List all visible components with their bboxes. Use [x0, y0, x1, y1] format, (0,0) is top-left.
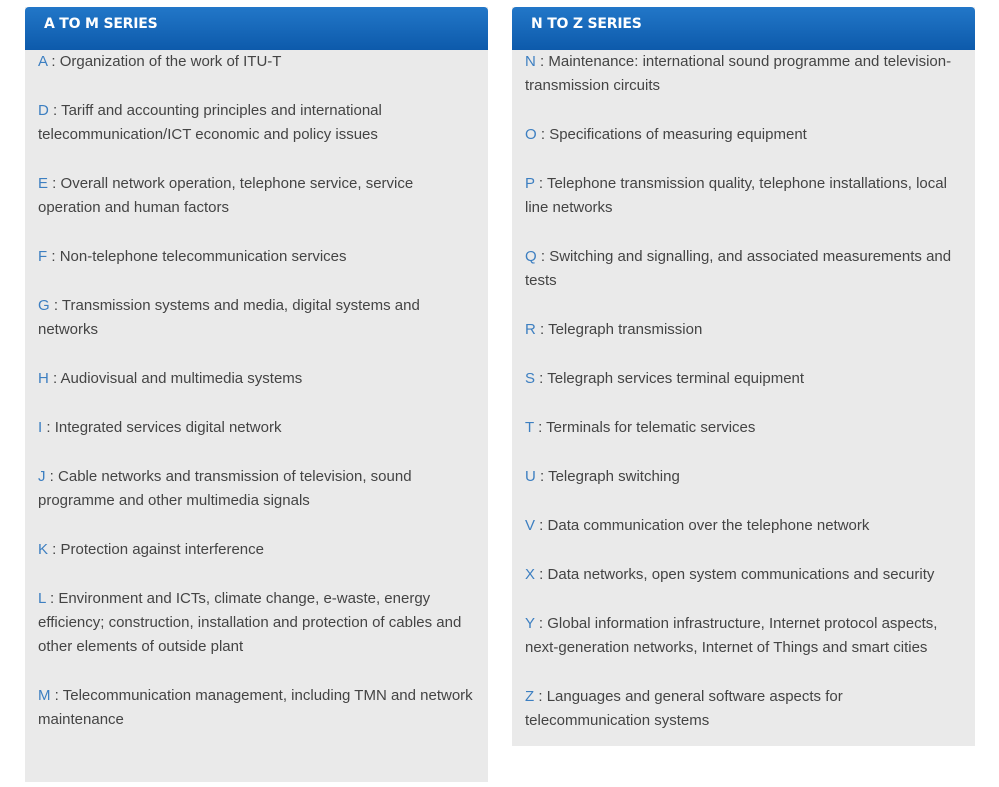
series-link-x[interactable]: X: [525, 566, 536, 583]
series-separator: :: [535, 566, 548, 583]
series-item-z: [525, 685, 963, 733]
series-link-u[interactable]: U: [525, 468, 536, 485]
series-link-z[interactable]: Z: [525, 688, 535, 705]
series-description: Organization of the work of ITU-T: [59, 53, 282, 70]
series-separator: :: [48, 175, 61, 192]
series-item-r: [525, 318, 963, 342]
series-separator: :: [47, 53, 60, 70]
series-list-a-to-m: [25, 50, 488, 732]
series-item-i: [38, 416, 476, 440]
series-list-n-to-z: [512, 50, 975, 733]
series-item-x: [525, 563, 963, 587]
series-separator: :: [48, 370, 61, 387]
series-link-g[interactable]: G: [38, 297, 50, 314]
series-item-m: [38, 684, 476, 732]
series-separator: :: [42, 419, 55, 436]
series-description: Non-telephone telecommunication services: [59, 248, 347, 265]
series-separator: :: [535, 321, 549, 338]
series-description: Global information infrastructure, Internet protocol aspects, next-generation networks, Internet of Things and smart cities: [525, 615, 938, 656]
series-item-h: [38, 367, 476, 391]
series-separator: :: [49, 297, 62, 314]
series-link-y[interactable]: Y: [525, 615, 535, 632]
series-link-a[interactable]: A: [38, 53, 48, 70]
series-link-j[interactable]: J: [38, 468, 46, 485]
series-link-q[interactable]: Q: [525, 248, 537, 265]
panel-title-n-to-z: N TO Z SERIES: [512, 7, 975, 50]
series-link-t[interactable]: T: [525, 419, 534, 436]
panel-title-a-to-m: A TO M SERIES: [25, 7, 488, 50]
series-separator: :: [535, 53, 549, 70]
series-separator: :: [48, 541, 61, 558]
series-item-v: [525, 514, 963, 538]
series-separator: :: [534, 688, 547, 705]
series-description: Protection against interference: [60, 541, 264, 558]
series-item-d: [38, 99, 476, 147]
series-description: Cable networks and transmission of television, sound programme and other multimedia signals: [38, 468, 412, 509]
series-item-e: [38, 172, 476, 220]
series-item-l: [38, 587, 476, 659]
series-description: Integrated services digital network: [54, 419, 282, 436]
series-description: Terminals for telematic services: [546, 419, 756, 436]
series-separator: :: [535, 370, 548, 387]
series-separator: :: [534, 615, 548, 632]
series-description: Overall network operation, telephone service, service operation and human factors: [38, 175, 414, 216]
series-item-g: [38, 294, 476, 342]
series-description: Languages and general software aspects for telecommunication systems: [525, 688, 843, 729]
series-item-s: [525, 367, 963, 391]
series-link-r[interactable]: R: [525, 321, 536, 338]
series-description: Specifications of measuring equipment: [549, 126, 807, 143]
n-to-z-series-panel: [512, 7, 975, 746]
series-description: Data networks, open system communications and security: [547, 566, 935, 583]
series-description: Transmission systems and media, digital systems and networks: [38, 297, 420, 338]
series-link-i[interactable]: I: [38, 419, 43, 436]
series-item-k: [38, 538, 476, 562]
series-item-u: [525, 465, 963, 489]
series-separator: :: [47, 248, 60, 265]
series-description: Telegraph services terminal equipment: [547, 370, 805, 387]
series-link-v[interactable]: V: [525, 517, 536, 534]
series-separator: :: [534, 175, 547, 192]
series-description: Data communication over the telephone network: [547, 517, 870, 534]
series-item-o: [525, 123, 963, 147]
series-description: Switching and signalling, and associated measurements and tests: [525, 248, 952, 289]
series-separator: :: [533, 419, 547, 436]
series-item-p: [525, 172, 963, 220]
series-link-k[interactable]: K: [38, 541, 49, 558]
series-link-m[interactable]: M: [38, 687, 51, 704]
series-separator: :: [50, 687, 63, 704]
series-item-q: [525, 245, 963, 293]
series-item-a: [38, 50, 476, 74]
series-description: Telegraph switching: [548, 468, 680, 485]
series-link-n[interactable]: N: [525, 53, 536, 70]
series-item-t: [525, 416, 963, 440]
series-separator: :: [536, 126, 550, 143]
series-description: Audiovisual and multimedia systems: [60, 370, 303, 387]
a-to-m-series-panel: [25, 7, 488, 782]
series-description: Telephone transmission quality, telephone installations, local line networks: [525, 175, 947, 216]
series-separator: :: [536, 248, 550, 265]
series-description: Telegraph transmission: [548, 321, 703, 338]
series-item-y: [525, 612, 963, 660]
series-description: Tariff and accounting principles and international telecommunication/ICT economic and policy issues: [38, 102, 382, 143]
series-link-d[interactable]: D: [38, 102, 49, 119]
series-item-j: [38, 465, 476, 513]
series-separator: :: [45, 468, 59, 485]
series-link-f[interactable]: F: [38, 248, 48, 265]
series-item-f: [38, 245, 476, 269]
series-description: Environment and ICTs, climate change, e-waste, energy efficiency; construction, installation and protection of cables and other elements of outside plant: [38, 590, 462, 655]
series-link-s[interactable]: S: [525, 370, 536, 387]
series-separator: :: [535, 517, 548, 534]
series-link-o[interactable]: O: [525, 126, 537, 143]
series-link-p[interactable]: P: [525, 175, 535, 192]
series-separator: :: [45, 590, 59, 607]
series-item-n: [525, 50, 963, 98]
series-separator: :: [48, 102, 62, 119]
series-link-l[interactable]: L: [38, 590, 46, 607]
series-separator: :: [535, 468, 549, 485]
series-link-h[interactable]: H: [38, 370, 49, 387]
series-link-e[interactable]: E: [38, 175, 49, 192]
series-description: Maintenance: international sound programme and television-transmission circuits: [525, 53, 952, 94]
series-description: Telecommunication management, including TMN and network maintenance: [38, 687, 473, 728]
